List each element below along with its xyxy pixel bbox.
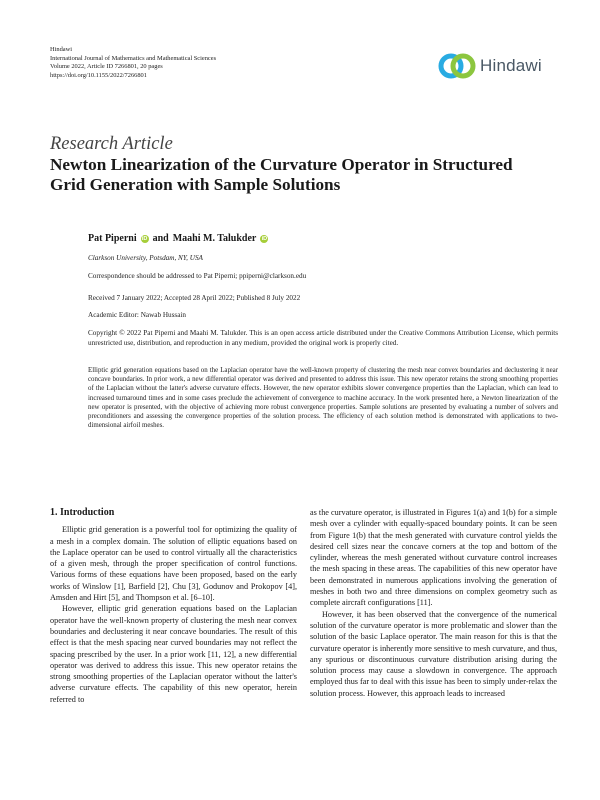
copyright-notice: Copyright © 2022 Pat Piperni and Maahi M. Talukder. This is an open access article distributed under the Creative Commons Attribution License, which permits unrestricted use, distribution, and reproduction in any medium, provided the original work is properly cited. (88, 329, 558, 347)
volume-line: Volume 2022, Article ID 7266801, 20 pages (50, 63, 163, 71)
author-list (88, 233, 268, 244)
hindawi-logo (437, 48, 557, 84)
journal-header (50, 46, 216, 80)
body-paragraph: Elliptic grid generation is a powerful tool for optimizing the quality of a mesh in a complex domain. The solution of elliptic equations based on the Laplace operator can be used to control virtually all the characteristics of a given mesh, through the proper specification of control functions. Various forms of these equations have been proposed, based on the early works of Winslow [1], Barfield [2], Chu [3], Godunov and Prokopov [4], Amsden and Hirt [5], and Thompson et al. [6–10]. (50, 525, 297, 603)
orcid-icon[interactable]: iD (261, 235, 268, 242)
orcid-icon[interactable]: iD (141, 235, 148, 242)
body-paragraph: as the curvature operator, is illustrated in Figures 1(a) and 1(b) for a simple mesh over a cylinder with equally-spaced boundary points. It can be seen from Figure 1(b) that the mesh generated with curvature control yields the desired cell sizes near the concave corners at the top and bottom of the cylinder, whereas the mesh generated without curvature control increases the mesh spacing in these areas. The capabilities of this new operator have been demonstrated in numerous applications involving the generation of meshes in both two and three dimensions on complex geometry such as complete aircraft configurations [11]. (310, 508, 557, 608)
publication-dates: Received 7 January 2022; Accepted 28 April 2022; Published 8 July 2022 (88, 294, 301, 302)
academic-editor: Academic Editor: Nawab Hussain (88, 311, 186, 319)
logo-text: Hindawi (480, 56, 542, 75)
author-separator: and (152, 233, 169, 244)
doi-link[interactable]: https://doi.org/10.1155/2022/7266801 (50, 71, 147, 79)
affiliation: Clarkson University, Potsdam, NY, USA (88, 254, 203, 262)
correspondence: Correspondence should be addressed to Pat Piperni; ppiperni@clarkson.edu (88, 272, 307, 280)
body-paragraph: However, it has been observed that the convergence of the numerical solution of the curvature operator is more problematic and slower than the solution of the basic Laplace operator. The main reason for this is that the curvature operator is inherently more sensitive to mesh curvature, and thus, any spurious or discontinuous curvature distribution arising during the solution process may cause a slowdown in convergence. The approach employed thus far to deal with this issue has been to simply under-relax the solution process. However, this approach leads to increased (310, 609, 557, 698)
author-name[interactable]: Pat Piperni (88, 233, 137, 244)
section-heading: 1. Introduction (50, 507, 115, 518)
journal-name: International Journal of Mathematics and Mathematical Sciences (50, 54, 217, 62)
paper-title: Newton Linearization of the Curvature Operator in Structured Grid Generation with Sample Solutions (50, 155, 513, 194)
article-type: Research Article (50, 134, 173, 154)
hindawi-logo-icon (437, 49, 477, 83)
abstract: Elliptic grid generation equations based on the Laplacian operator have the well-known property of clustering the mesh near convex boundaries and declustering it near concave boundaries. In prior work, a new differential operator was derived and presented to address this issue. This new operator retains the strong smoothing properties of the Laplacian without the latter's adverse curvature effects. However, the new operator exhibits slower convergence properties than the Laplacian, which can lead to increased turnaround times and in some cases preclude the achievement of convergence to machine accuracy. In the work presented here, a Newton linearization of the new operator is presented, with the objective of achieving more robust convergence properties. Sample solutions are presented by evaluating a number of solvers and preconditioners and assessing the convergence properties of the solution process. The efficiency of each solution method is demonstrated with applications to two-dimensional airfoil meshes. (88, 367, 558, 430)
body-paragraph: However, elliptic grid generation equations based on the Laplacian operator have the well-known property of clustering the mesh near convex boundaries and declustering it near concave boundaries. The result of this effect is that the mesh spacing near curved boundaries may not reflect the spacing prescribed by the user. In a prior work [11, 12], a new differential operator was derived to address this issue. This new operator retains the strong smoothing properties of the Laplacian operator without the latter's adverse curvature effects. The capability of this new operator, herein referred to (50, 604, 297, 704)
body-column-left (50, 507, 297, 705)
body-column-right (310, 507, 557, 699)
publisher-line: Hindawi (50, 46, 73, 53)
author-name[interactable]: Maahi M. Talukder (172, 233, 257, 244)
